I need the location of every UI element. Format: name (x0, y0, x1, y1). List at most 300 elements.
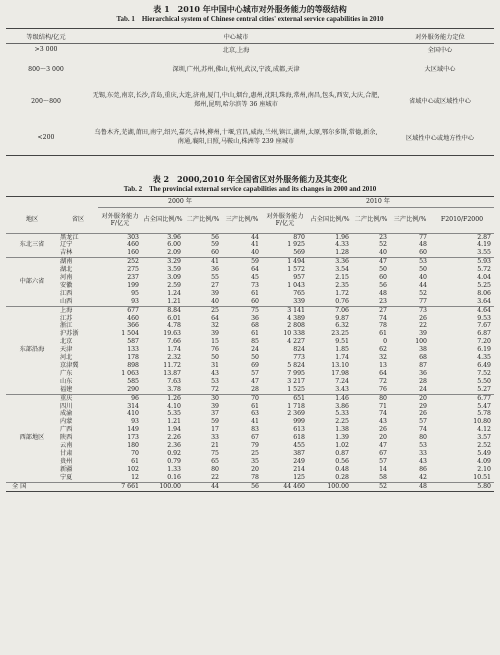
province-cell: 京津冀 (60, 362, 79, 369)
ratio-cell: 5.50 (477, 377, 491, 385)
secondary2000-cell: 22 (211, 473, 219, 481)
ratio-cell: 4.19 (477, 241, 491, 249)
tertiary2000-cell: 41 (251, 418, 259, 426)
secondary2000-cell: 32 (211, 322, 219, 330)
share2000-cell: 3.09 (167, 274, 181, 282)
secondary2000-cell: 31 (211, 362, 219, 369)
share2000-cell: 4.78 (167, 322, 181, 330)
cap2010-header: 对外服务能力 F/亿元 (266, 212, 304, 227)
secondary2000-cell: 76 (211, 346, 219, 354)
table-row (6, 362, 494, 370)
cap2010-cell: 5 824 (287, 362, 305, 369)
tertiary2010-cell: 40 (419, 274, 427, 282)
table-row (6, 426, 494, 434)
share2010-cell: 0.56 (335, 457, 349, 465)
share2010-cell: 1.72 (335, 289, 349, 297)
table-row (6, 418, 494, 426)
table-row (6, 474, 494, 482)
cap2000-cell: 290 (127, 385, 139, 393)
secondary2000-cell: 21 (211, 442, 219, 450)
cities-cell: 无锡,东莞,南京,长沙,青岛,重庆,大连,济南,厦门,中山,烟台,惠州,沈阳,珠海,常州,南昌,包头,西安,大庆,合肥,郑州,昆明,哈尔滨等 36 座城市 (92, 92, 380, 108)
secondary2010-cell: 0 (383, 338, 387, 346)
tertiary2000-cell: 73 (251, 281, 259, 289)
secondary2010-cell: 80 (352, 394, 390, 402)
table-row (6, 241, 494, 249)
ratio-total-cell: 5.80 (430, 482, 494, 490)
table-row (6, 322, 494, 330)
secondary2000-total-cell: 44 (184, 482, 222, 490)
province-cell: 河北 (60, 354, 73, 362)
secondary2010-cell: 62 (379, 346, 387, 354)
level-cell: >3 000 (34, 46, 58, 53)
province-cell: 浙江 (60, 322, 73, 330)
share2010-cell: 0.28 (335, 473, 349, 481)
tertiary2010-cell: 68 (419, 354, 427, 362)
secondary2000-cell: 37 (211, 410, 219, 418)
tertiary2010-cell: 100 (415, 338, 427, 346)
tertiary2010-total-cell: 48 (390, 482, 430, 490)
province-cell: 安徽 (60, 281, 73, 289)
share2000-cell: 7.63 (167, 377, 181, 385)
table2-grid (6, 197, 494, 491)
tertiary2000-cell: 36 (251, 314, 259, 322)
share2000-cell: 1.26 (142, 394, 184, 402)
table1-header-position: 对外服务能力定位 (415, 33, 465, 41)
share2000-cell: 3.78 (167, 385, 181, 393)
secondary2000-cell: 27 (211, 281, 219, 289)
ratio-cell: 5.27 (477, 385, 491, 393)
share2010-cell: 1.74 (335, 354, 349, 362)
secondary2000-cell: 80 (211, 465, 219, 473)
table-row (6, 458, 494, 466)
total-row (6, 482, 494, 490)
cap2000-cell: 199 (127, 281, 139, 289)
table-row (6, 44, 494, 55)
province-cell: 福建 (60, 385, 73, 393)
tertiary2010-cell: 24 (419, 385, 427, 393)
share2010-cell: 2.25 (335, 418, 349, 426)
share2010-cell: 0.76 (335, 297, 349, 305)
secondary2010-cell: 23 (352, 233, 390, 241)
cap2010-cell: 1 925 (287, 241, 305, 249)
tertiary2010-cell: 74 (419, 426, 427, 434)
tertiary2000-cell: 24 (251, 346, 259, 354)
cap2010-cell: 999 (293, 418, 305, 426)
share2000-cell: 2.36 (167, 442, 181, 450)
secondary2000-cell: 30 (184, 394, 222, 402)
tertiary2010-cell: 20 (390, 394, 430, 402)
share2000-cell: 6.01 (167, 314, 181, 322)
province-cell: 陕西 (60, 434, 73, 442)
share2000-cell: 5.35 (167, 410, 181, 418)
tertiary2000-cell: 63 (251, 410, 259, 418)
position-cell: 大区域中心 (424, 65, 456, 73)
table-row (6, 354, 494, 362)
cap2010-cell: 870 (262, 233, 308, 241)
cap2000-cell: 70 (131, 449, 139, 457)
province-cell: 成渝 (60, 410, 73, 418)
region-header: 地区 (25, 215, 39, 223)
tertiary2010-cell: 77 (419, 297, 427, 305)
tertiary2000-header: 三产比例/% (225, 216, 259, 223)
tertiary2000-cell: 69 (251, 362, 259, 369)
share2010-cell: 9.51 (335, 338, 349, 346)
table-row (6, 298, 494, 306)
secondary2010-cell: 20 (379, 434, 387, 442)
tertiary2000-total-cell: 56 (222, 482, 262, 490)
secondary2010-cell: 27 (352, 306, 390, 314)
tertiary2010-cell: 50 (419, 266, 427, 274)
ratio-cell: 2.87 (430, 233, 494, 241)
tertiary2000-cell: 61 (251, 289, 259, 297)
secondary2010-header: 二产比例/% (354, 216, 388, 223)
secondary2000-cell: 65 (211, 457, 219, 465)
secondary2000-header: 二产比例/% (186, 216, 220, 223)
tertiary2000-cell: 35 (251, 457, 259, 465)
tertiary2010-cell: 73 (390, 306, 430, 314)
tertiary2010-cell: 44 (419, 281, 427, 289)
cap2000-cell: 93 (131, 297, 139, 305)
tertiary2000-cell: 60 (251, 297, 259, 305)
cap2000-cell: 102 (127, 465, 139, 473)
ratio-cell: 5.47 (477, 402, 491, 410)
table-row (6, 55, 494, 81)
ratio-cell: 4.35 (477, 354, 491, 362)
tertiary2010-cell: 60 (419, 249, 427, 257)
cap2000-cell: 460 (127, 241, 139, 249)
cap2000-cell: 585 (127, 377, 139, 385)
region-cell: 东部沿海 (6, 306, 58, 394)
province-cell: 北京 (60, 338, 73, 346)
secondary2000-cell: 75 (211, 449, 219, 457)
ratio-cell: 10.80 (473, 418, 491, 426)
table-row (6, 450, 494, 458)
tertiary2000-cell: 20 (251, 465, 259, 473)
secondary2000-cell: 60 (211, 249, 219, 257)
cap2010-cell: 618 (293, 434, 305, 442)
ratio-cell: 2.10 (477, 465, 491, 473)
table1-header (6, 29, 494, 43)
province-cell: 广西 (60, 426, 73, 434)
cap2000-cell: 677 (98, 306, 142, 314)
province-cell: 山西 (60, 297, 73, 305)
secondary2010-cell: 72 (379, 377, 387, 385)
cap2000-cell: 12 (131, 473, 139, 481)
cap2010-cell: 2 369 (287, 410, 305, 418)
cap2010-cell: 3 141 (262, 306, 308, 314)
secondary2000-cell: 39 (211, 330, 219, 338)
cap2010-cell: 249 (293, 457, 305, 465)
ratio-cell: 4.64 (430, 306, 494, 314)
ratio-header: F2010/F2000 (440, 216, 484, 223)
table2-title-cn: 表 2 2000,2010 年全国省区对外服务能力及其变化 (152, 174, 348, 184)
cap2000-cell: 366 (127, 322, 139, 330)
position-cell: 区域性中心或地方性中心 (405, 134, 475, 142)
cap2000-cell: 314 (127, 402, 139, 410)
level-cell: <200 (37, 133, 55, 141)
table-row (6, 306, 494, 314)
share2000-cell: 2.09 (167, 249, 181, 257)
share2000-cell: 1.33 (167, 465, 181, 473)
tertiary2000-cell: 83 (251, 426, 259, 434)
secondary2010-cell: 60 (379, 274, 387, 282)
share2010-cell: 3.86 (335, 402, 349, 410)
share2010-cell: 9.87 (335, 314, 349, 322)
ratio-cell: 4.12 (477, 426, 491, 434)
tertiary2000-cell: 28 (251, 385, 259, 393)
table-row (6, 282, 494, 290)
share2000-cell: 3.96 (142, 233, 184, 241)
secondary2010-cell: 26 (379, 426, 387, 434)
share2000-cell: 1.24 (167, 289, 181, 297)
secondary2000-cell: 15 (211, 338, 219, 346)
province-header: 省区 (71, 215, 85, 223)
cap2000-cell: 303 (98, 233, 142, 241)
cap2010-cell: 1 494 (262, 258, 308, 266)
cap2000-cell: 149 (127, 426, 139, 434)
tertiary2010-cell: 52 (419, 289, 427, 297)
share2010-cell: 17.98 (331, 369, 349, 377)
table-row (6, 442, 494, 450)
cities-cell: 乌鲁木齐,芜湖,莆田,南宁,绍兴,嘉兴,吉林,柳州,十堰,宜昌,威海,兰州,镇江,湖州,太原,鄂尔多斯,常德,新余,南通,襄阳,日照,马鞍山,株洲等 239 座城市 (94, 129, 378, 145)
share2010-cell: 1.96 (308, 233, 352, 241)
secondary2010-cell: 43 (379, 418, 387, 426)
table-row (6, 378, 494, 386)
table-row (6, 346, 494, 354)
position-cell: 省域中心或区域性中心 (409, 97, 471, 105)
secondary2010-cell: 40 (379, 249, 387, 257)
secondary2000-cell: 43 (211, 369, 219, 377)
secondary2000-cell: 64 (211, 314, 219, 322)
cap2000-cell: 173 (127, 434, 139, 442)
cap2010-cell: 125 (293, 473, 305, 481)
secondary2000-cell: 36 (211, 266, 219, 274)
province-cell: 辽宁 (60, 241, 73, 249)
ratio-cell: 7.67 (477, 322, 491, 330)
cap2000-cell: 96 (98, 394, 142, 402)
tertiary2010-cell: 86 (419, 465, 427, 473)
cap2010-cell: 387 (293, 449, 305, 457)
tertiary2010-cell: 39 (419, 330, 427, 338)
tertiary2010-cell: 43 (419, 457, 427, 465)
share2000-cell: 8.84 (142, 306, 184, 314)
share2000-cell: 6.00 (167, 241, 181, 249)
cap2000-cell: 237 (127, 274, 139, 282)
table-row (6, 394, 494, 402)
cap2010-cell: 4 389 (287, 314, 305, 322)
province-cell: 贵州 (60, 457, 73, 465)
share2000-cell: 2.32 (167, 354, 181, 362)
position-cell: 全国中心 (427, 47, 453, 54)
cap2010-cell: 1 043 (287, 281, 305, 289)
table-row (6, 274, 494, 282)
ratio-cell: 6.77 (430, 394, 494, 402)
province-cell: 云南 (60, 442, 73, 450)
secondary2000-cell: 59 (211, 418, 219, 426)
secondary2010-total-cell: 52 (352, 482, 390, 490)
secondary2010-cell: 23 (379, 297, 387, 305)
tertiary2010-cell: 26 (419, 410, 427, 418)
cap2010-cell: 214 (293, 465, 305, 473)
secondary2010-cell: 32 (379, 354, 387, 362)
cap2010-total-cell: 44 460 (262, 482, 308, 490)
secondary2010-cell: 13 (379, 362, 387, 369)
province-cell: 内蒙 (60, 418, 73, 426)
secondary2000-cell: 59 (211, 241, 219, 249)
tertiary2010-cell: 53 (419, 442, 427, 450)
secondary2010-cell: 57 (379, 457, 387, 465)
cap2000-total-cell: 7 661 (98, 482, 142, 490)
table-row (6, 410, 494, 418)
secondary2010-cell: 76 (379, 385, 387, 393)
tertiary2000-cell: 70 (222, 394, 262, 402)
share2010-cell: 3.43 (335, 385, 349, 393)
region-cell: 东北三省 (6, 233, 58, 258)
tertiary2010-cell: 77 (390, 233, 430, 241)
province-cell: 湖南 (58, 258, 98, 266)
secondary2010-cell: 56 (379, 281, 387, 289)
cap2010-cell: 613 (293, 426, 305, 434)
table2-title-en: Tab. 2 The provincial external service capabilities and its changes in 2000 and 2010 (123, 185, 377, 193)
share2000-header: 占全国比例/% (143, 216, 183, 223)
secondary2000-cell: 17 (211, 426, 219, 434)
province-cell: 重庆 (58, 394, 98, 402)
tertiary2000-cell: 67 (251, 434, 259, 442)
secondary2000-cell: 72 (211, 385, 219, 393)
table-row (6, 258, 494, 266)
secondary2000-cell: 39 (211, 289, 219, 297)
province-cell: 山东 (60, 377, 73, 385)
cap2000-cell: 587 (127, 338, 139, 346)
cap2010-cell: 339 (293, 297, 305, 305)
cap2000-cell: 93 (131, 418, 139, 426)
share2010-cell: 1.46 (308, 394, 352, 402)
secondary2010-cell: 50 (379, 266, 387, 274)
table1-header-cities: 中心城市 (223, 33, 249, 41)
ratio-cell: 7.20 (477, 338, 491, 346)
cap2000-header: 对外服务能力 F/亿元 (101, 212, 139, 227)
cap2000-cell: 275 (127, 266, 139, 274)
cap2000-cell: 252 (98, 258, 142, 266)
cap2010-cell: 957 (293, 274, 305, 282)
province-cell: 宁夏 (60, 473, 73, 481)
secondary2010-cell: 71 (379, 402, 387, 410)
total-label: 全 国 (6, 482, 98, 490)
table1-title-cn: 表 1 2010 年中国中心城市对外服务能力的等级结构 (153, 4, 347, 14)
cap2010-cell: 10 338 (283, 330, 305, 338)
tertiary2010-cell: 53 (390, 258, 430, 266)
cap2000-cell: 160 (127, 249, 139, 257)
share2010-cell: 2.15 (335, 274, 349, 282)
cap2010-cell: 1 572 (287, 266, 305, 274)
tertiary2010-cell: 33 (419, 449, 427, 457)
share2010-cell: 6.32 (335, 322, 349, 330)
share2000-cell: 2.59 (167, 281, 181, 289)
cap2000-cell: 61 (131, 457, 139, 465)
ratio-cell: 3.57 (477, 434, 491, 442)
secondary2010-cell: 61 (379, 330, 387, 338)
province-cell: 天津 (60, 346, 73, 354)
tertiary2000-cell: 61 (251, 402, 259, 410)
tertiary2010-cell: 29 (419, 402, 427, 410)
ratio-cell: 6.19 (477, 346, 491, 354)
table-row (6, 370, 494, 378)
secondary2010-cell: 78 (379, 322, 387, 330)
ratio-cell: 4.09 (477, 457, 491, 465)
tertiary2000-cell: 45 (251, 274, 259, 282)
secondary2010-cell: 52 (379, 241, 387, 249)
ratio-cell: 6.49 (477, 362, 491, 369)
share2010-cell: 1.85 (335, 346, 349, 354)
ratio-cell: 6.87 (477, 330, 491, 338)
province-cell: 河南 (60, 274, 73, 282)
share2010-total-cell: 100.00 (308, 482, 352, 490)
tertiary2000-cell: 25 (251, 449, 259, 457)
share2010-cell: 23.25 (331, 330, 349, 338)
table-row (6, 386, 494, 394)
share2010-cell: 2.35 (335, 281, 349, 289)
tertiary2000-cell: 79 (251, 442, 259, 450)
share2010-cell: 0.48 (335, 465, 349, 473)
cap2000-cell: 410 (127, 410, 139, 418)
province-cell: 沪苏浙 (60, 330, 79, 338)
tertiary2000-cell: 47 (251, 377, 259, 385)
share2000-cell: 13.87 (163, 369, 181, 377)
share2010-cell: 7.06 (308, 306, 352, 314)
secondary2000-cell: 39 (211, 402, 219, 410)
share2010-cell: 1.38 (335, 426, 349, 434)
level-cell: 800～3 000 (28, 65, 64, 73)
ratio-cell: 5.93 (430, 258, 494, 266)
secondary2010-cell: 58 (379, 473, 387, 481)
cap2010-cell: 651 (262, 394, 308, 402)
cap2010-cell: 7 995 (287, 369, 305, 377)
cap2000-cell: 178 (127, 354, 139, 362)
cap2010-cell: 4 227 (287, 338, 305, 346)
cap2010-cell: 765 (293, 289, 305, 297)
table-row (6, 466, 494, 474)
tertiary2000-cell: 61 (251, 330, 259, 338)
share2000-cell: 3.59 (167, 266, 181, 274)
tertiary2000-cell: 40 (251, 249, 259, 257)
ratio-cell: 8.06 (477, 289, 491, 297)
tertiary2000-cell: 75 (222, 306, 262, 314)
share2000-cell: 3.29 (142, 258, 184, 266)
ratio-cell: 3.55 (477, 249, 491, 257)
level-cell: 200～800 (31, 97, 61, 105)
tertiary2010-cell: 38 (419, 346, 427, 354)
secondary2000-cell: 40 (211, 297, 219, 305)
region-cell: 西部地区 (6, 394, 58, 482)
province-cell: 湖北 (60, 266, 73, 274)
ratio-cell: 5.25 (477, 281, 491, 289)
cap2000-cell: 460 (127, 314, 139, 322)
table-row (6, 266, 494, 274)
cap2000-cell: 1 063 (121, 369, 139, 377)
province-cell: 广东 (60, 369, 73, 377)
table2 (6, 196, 494, 492)
tertiary2010-header: 三产比例/% (393, 216, 427, 223)
table-row (6, 330, 494, 338)
tertiary2010-cell: 87 (419, 362, 427, 369)
tertiary2010-cell: 57 (419, 418, 427, 426)
table-row (6, 81, 494, 119)
share2010-cell: 1.02 (335, 442, 349, 450)
tertiary2000-cell: 59 (222, 258, 262, 266)
share2000-cell: 0.79 (167, 457, 181, 465)
table-row (6, 233, 494, 241)
table-row (6, 403, 494, 411)
